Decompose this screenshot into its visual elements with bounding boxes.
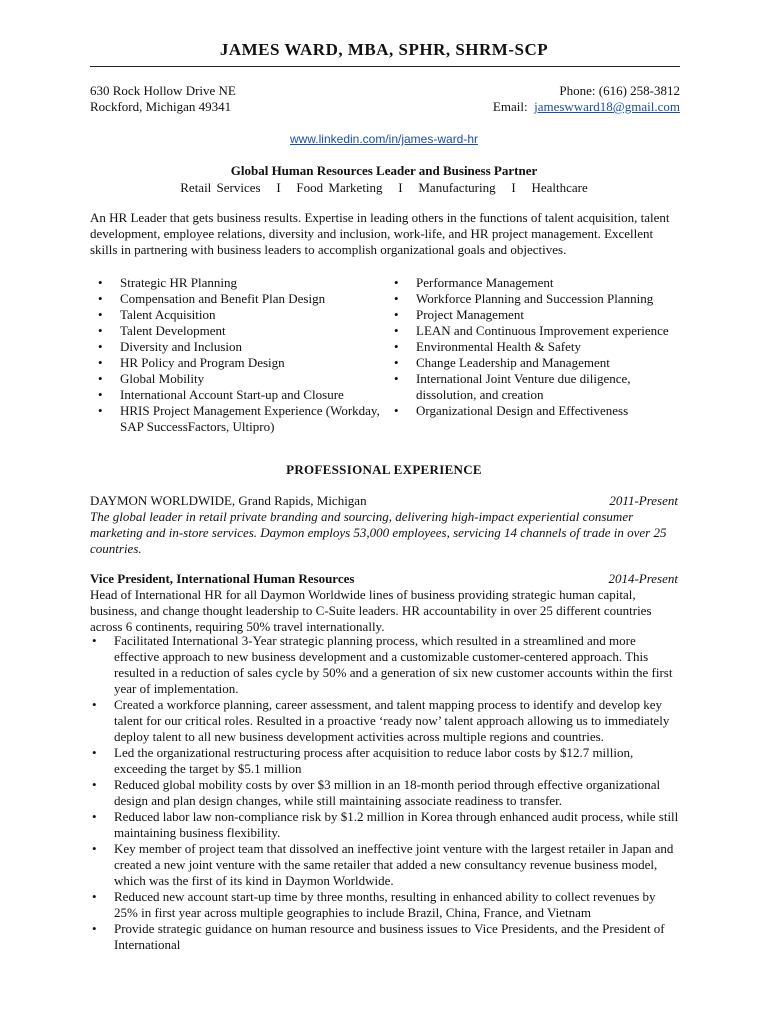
phone-number: Phone: (616) 258-3812: [559, 83, 680, 98]
skill-item: • Strategic HR Planning: [90, 275, 380, 291]
achievement-item: • Facilitated International 3-Year strategic planning process, which resulted in a streamlined and more effective approach to new business development and a customizable customer-centered approach. This resulted in a reduction of sales cycle by 50% and a generation of six new customer accounts within the first year of implementation.: [90, 633, 682, 697]
linkedin-link[interactable]: www.linkedin.com/in/james-ward-hr: [289, 132, 479, 146]
achievement-item: • Reduced global mobility costs by over $3 million in an 18-month period through effective organizational design and plan design changes, while still maintaining associate readiness to transfer.: [90, 777, 682, 809]
achievement-item: • Key member of project team that dissolved an ineffective joint venture with the largest retailer in Japan and created a new joint venture with the same retailer that added a new consultancy revenue business model, which was the first of its kind in Daymon Worldwide.: [90, 841, 682, 889]
skill-item: • LEAN and Continuous Improvement experience: [386, 323, 686, 339]
skill-item: • International Account Start-up and Closure: [90, 387, 380, 403]
header-divider: [90, 66, 680, 67]
contact-info: [493, 83, 680, 115]
candidate-name: JAMES WARD, MBA, SPHR, SHRM-SCP: [219, 40, 549, 59]
industry-sectors: Retail Services I Food Marketing I Manufacturing I Healthcare: [180, 180, 588, 195]
achievement-item: • Provide strategic guidance on human resource and business issues to Vice Presidents, and the President of International: [90, 921, 682, 953]
email-link[interactable]: jameswward18@gmail.com: [534, 99, 680, 114]
address-line-2: Rockford, Michigan 49341: [90, 99, 232, 114]
skill-item: • Diversity and Inclusion: [90, 339, 380, 355]
company-name: DAYMON WORLDWIDE, Grand Rapids, Michigan: [90, 493, 367, 508]
company-description: The global leader in retail private branding and sourcing, delivering high-impact experiential consumer marketing and in-store services. Daymon employs 53,000 employees, servicing 14 channels of trade in over 25 countries.: [90, 509, 667, 556]
achievements-list: [90, 633, 682, 953]
role-dates: 2014-Present: [608, 571, 678, 586]
skill-item: • Project Management: [386, 307, 686, 323]
achievement-item: • Reduced new account start-up time by three months, resulting in enhanced ability to collect revenues by 25% in first year across multiple geographies to include Brazil, China, France, and Vietnam: [90, 889, 682, 921]
profile-summary: An HR Leader that gets business results. Expertise in leading others in the functions of talent acquisition, talent development, employee relations, diversity and inclusion, work-life, and HR project management. Excellent skills in partnering with business leaders to accomplish organizational goals and objectives.: [90, 210, 670, 257]
skill-item: • Performance Management: [386, 275, 686, 291]
skill-item: • HRIS Project Management Experience (Workday, SAP SuccessFactors, Ultipro): [90, 403, 380, 435]
mailing-address: [90, 83, 236, 115]
skill-item: • Compensation and Benefit Plan Design: [90, 291, 380, 307]
role-description: Head of International HR for all Daymon Worldwide lines of business providing strategic human capital, business, and change thought leadership to C-Suite leaders. HR accountability in over 25 different countries across 6 continents, requiring 50% travel internationally.: [90, 587, 652, 634]
skill-item: • Organizational Design and Effectiveness: [386, 403, 686, 419]
address-line-1: 630 Rock Hollow Drive NE: [90, 83, 236, 98]
company-dates: 2011-Present: [609, 493, 678, 508]
skill-item: • Workforce Planning and Succession Planning: [386, 291, 686, 307]
skill-item: • Global Mobility: [90, 371, 380, 387]
skills-list-right: [386, 275, 686, 419]
skill-item: • International Joint Venture due diligence, dissolution, and creation: [386, 371, 686, 403]
role-title: Vice President, International Human Resources: [90, 571, 355, 586]
skill-item: • Environmental Health & Safety: [386, 339, 686, 355]
achievement-item: • Created a workforce planning, career assessment, and talent mapping process to identify and develop key talent for our critical roles. Resulted in a proactive ‘ready now’ talent approach allowing us to immediately deploy talent to all new business development activities across multiple regions and countries.: [90, 697, 682, 745]
skill-item: • Talent Acquisition: [90, 307, 380, 323]
achievement-item: • Led the organizational restructuring process after acquisition to reduce labor costs by $12.7 million, exceeding the target by $5.1 million: [90, 745, 682, 777]
skills-list-left: [90, 275, 380, 435]
achievement-item: • Reduced labor law non-compliance risk by $1.2 million in Korea through enhanced audit process, while still maintaining business flexibility.: [90, 809, 682, 841]
profile-headline: Global Human Resources Leader and Business Partner: [230, 163, 538, 178]
email-row: [493, 99, 680, 115]
section-heading-experience: PROFESSIONAL EXPERIENCE: [286, 462, 482, 477]
skill-item: • HR Policy and Program Design: [90, 355, 380, 371]
email-label: Email:: [492, 99, 528, 114]
skill-item: • Change Leadership and Management: [386, 355, 686, 371]
skill-item: • Talent Development: [90, 323, 380, 339]
